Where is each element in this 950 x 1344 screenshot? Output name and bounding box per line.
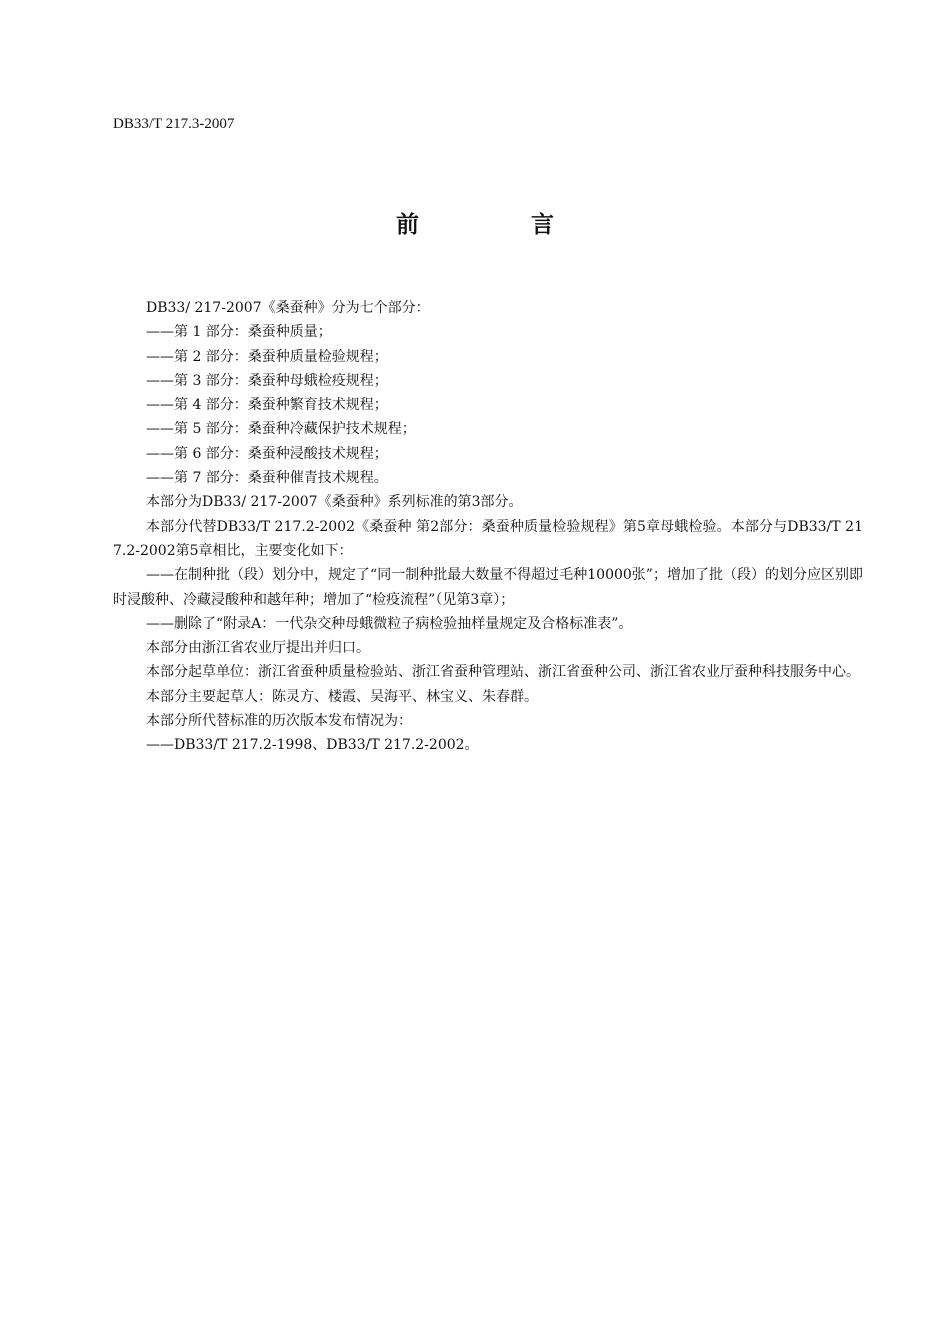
paragraph: ——第 2 部分：桑蚕种质量检验规程； <box>146 348 388 365</box>
section-title: 前 言 <box>395 212 606 238</box>
paragraph: ——第 4 部分：桑蚕种繁育技术规程； <box>146 397 388 414</box>
foreword-body <box>113 296 863 758</box>
paragraph: ——第 3 部分：桑蚕种母蛾检疫规程； <box>146 372 388 389</box>
paragraph: ——删除了“附录A：一代杂交种母蛾微粒子病检验抽样量规定及合格标准表”。 <box>146 615 633 632</box>
paragraph: 本部分起草单位：浙江省蚕种质量检验站、浙江省蚕种管理站、浙江省蚕种公司、浙江省农业厅蚕种科技服务中心。 <box>146 664 860 681</box>
paragraph: ——第 5 部分：桑蚕种冷藏保护技术规程； <box>146 421 416 438</box>
paragraph: ——第 7 部分：桑蚕种催青技术规程。 <box>146 470 388 487</box>
paragraph: 本部分为DB33/ 217-2007《桑蚕种》系列标准的第3部分。 <box>146 494 523 511</box>
paragraph: ——DB33/T 217.2-1998、DB33/T 217.2-2002。 <box>146 737 479 754</box>
document-code: DB33/T 217.3-2007 <box>113 116 235 132</box>
paragraph: 本部分由浙江省农业厅提出并归口。 <box>146 640 370 657</box>
paragraph: 本部分主要起草人：陈灵方、楼霞、吴海平、林宝义、朱春群。 <box>146 688 538 705</box>
paragraph: 本部分代替DB33/T 217.2-2002《桑蚕种 第2部分：桑蚕种质量检验规程》第5章母蛾检验。本部分与DB33/T 217.2-2002第5章相比，主要变化如下： <box>113 518 863 559</box>
paragraph: ——第 6 部分：桑蚕种浸酸技术规程； <box>146 445 388 462</box>
paragraph: DB33/ 217-2007《桑蚕种》分为七个部分： <box>146 300 430 316</box>
paragraph: ——在制种批（段）划分中，规定了“同一制种批最大数量不得超过毛种10000张”；增加了批（段）的划分应区别即时浸酸种、冷藏浸酸种和越年种；增加了“检疫流程”（见第3章）； <box>113 567 863 608</box>
paragraph: ——第 1 部分：桑蚕种质量； <box>146 324 332 341</box>
paragraph: 本部分所代替标准的历次版本发布情况为： <box>146 713 412 730</box>
